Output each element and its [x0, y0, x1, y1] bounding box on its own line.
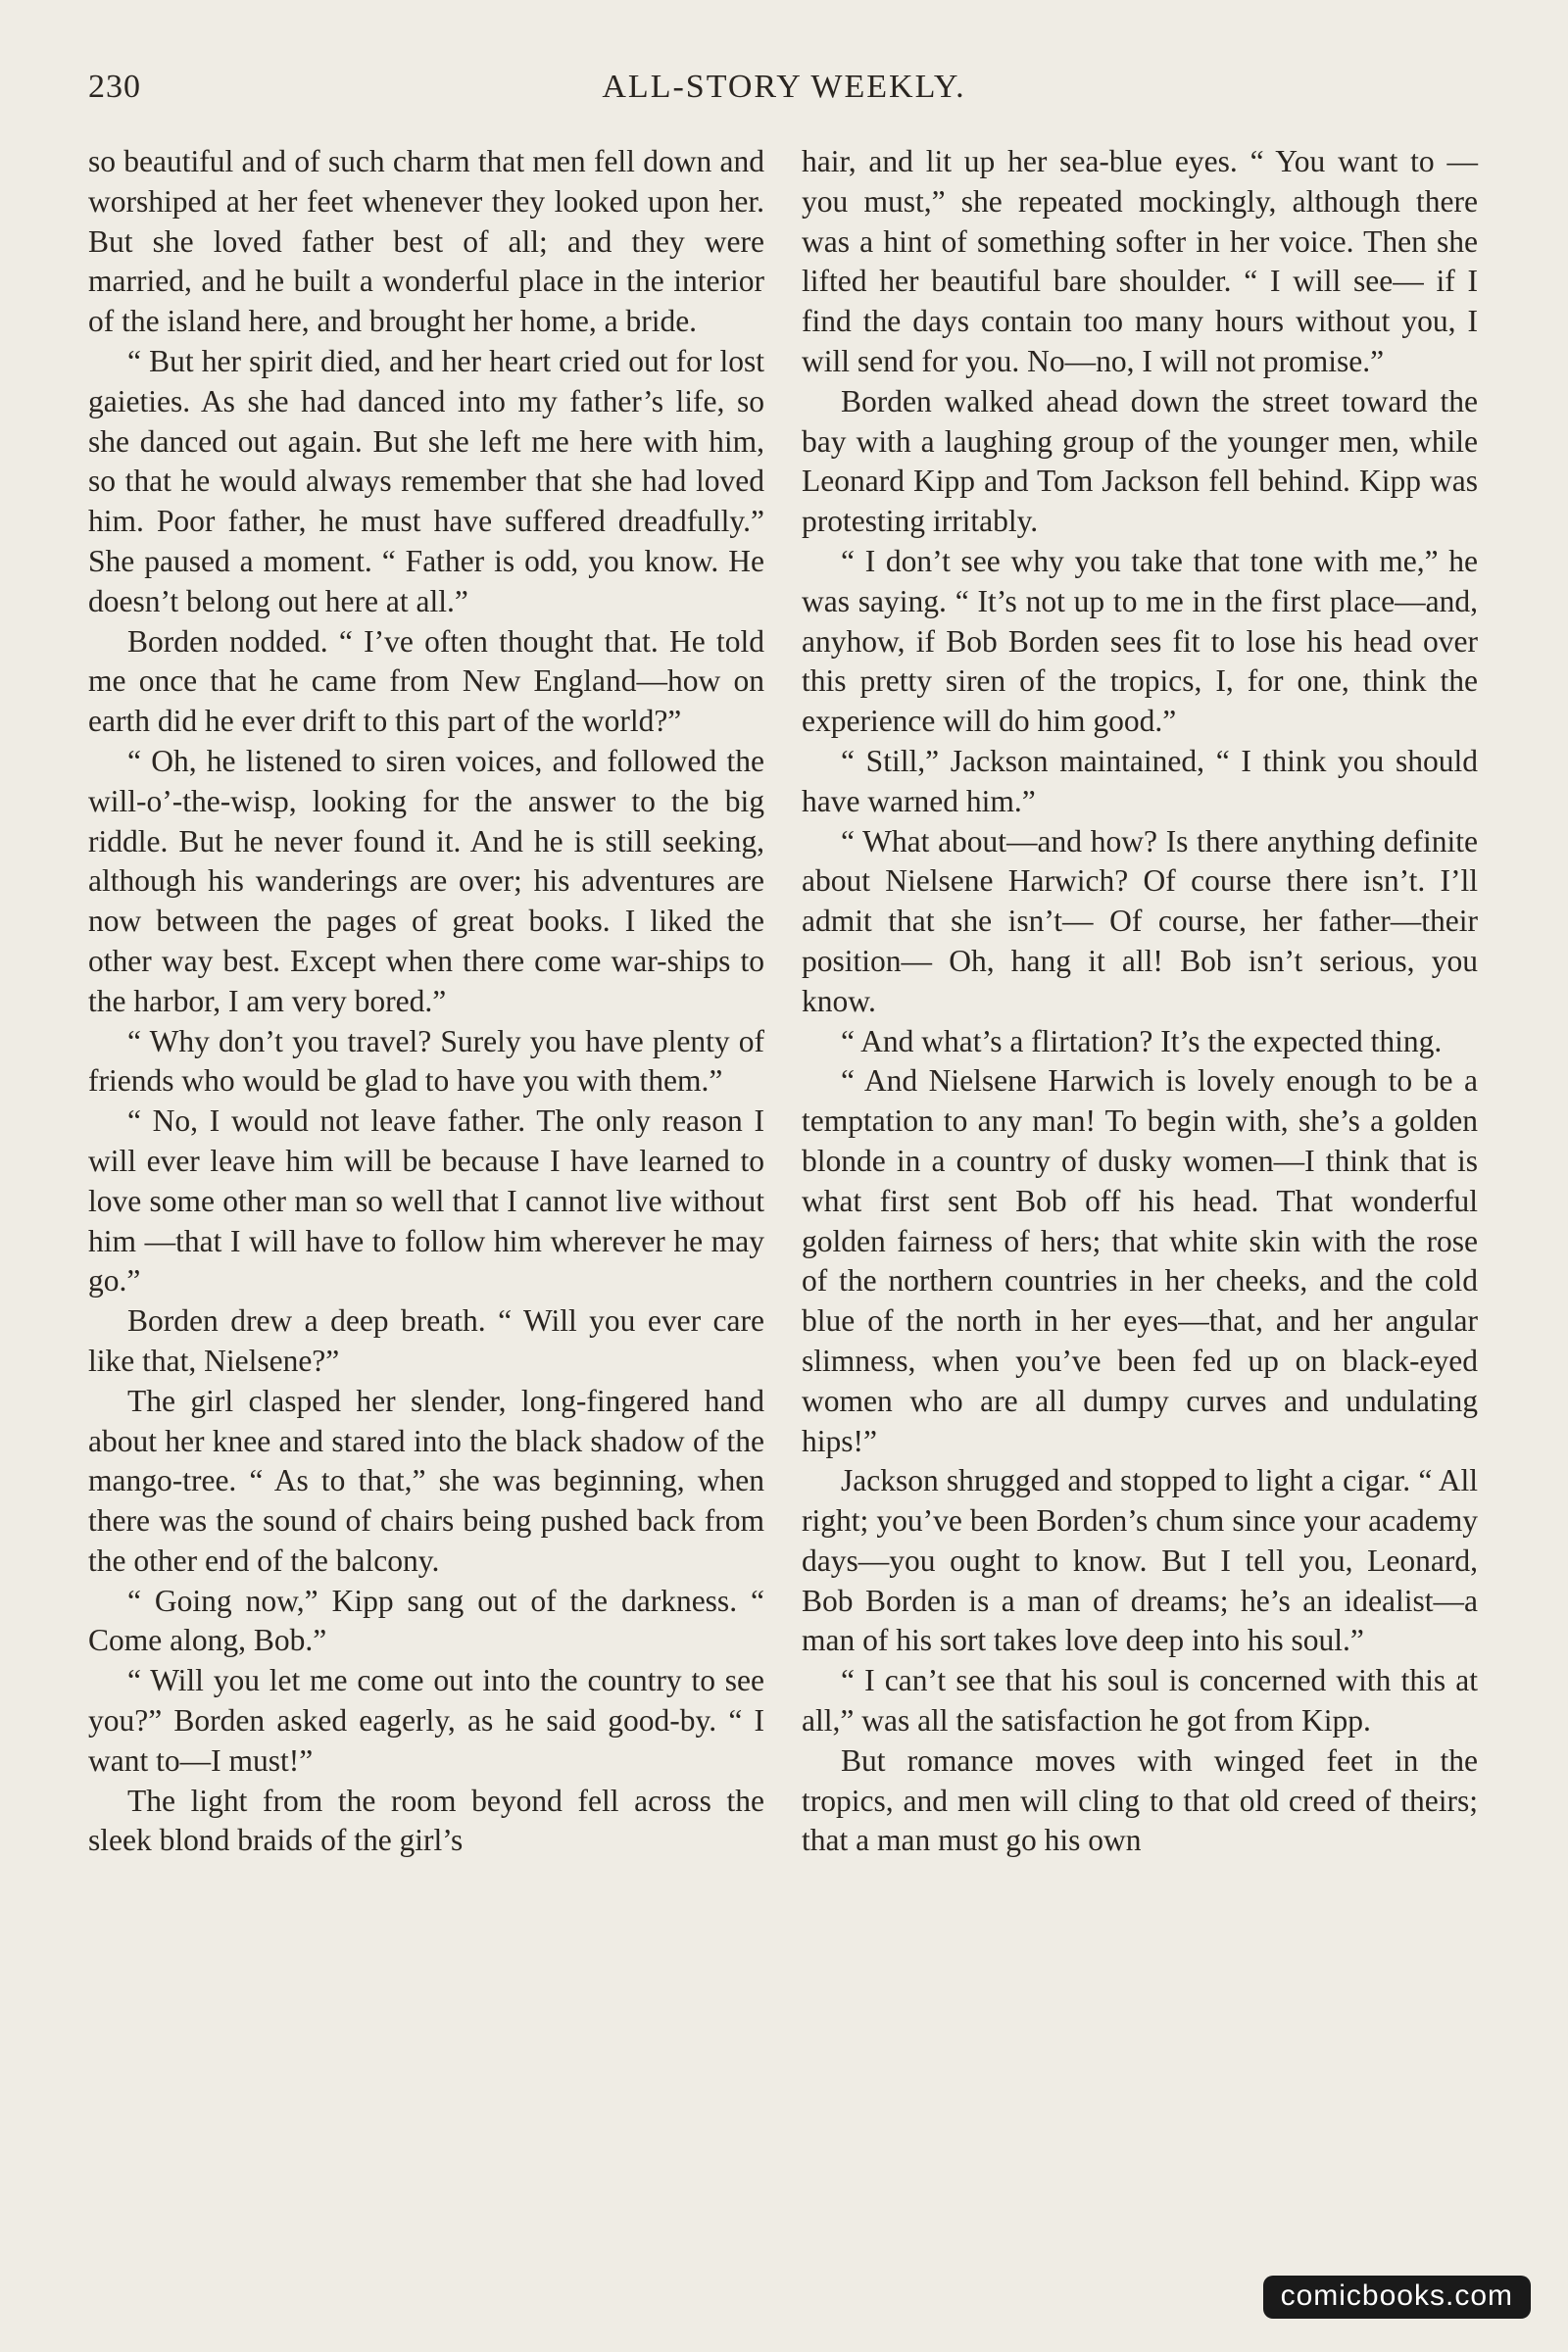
- paragraph: But romance moves with winged feet in the tropics, and men will cling to that old creed of theirs; that a man must go his own: [802, 1742, 1478, 1858]
- paragraph: “ I don’t see why you take that tone with me,” he was saying. “ It’s not up to me in the first place—and, anyhow, if Bob Borden sees fit to lose his head over this pretty siren of the tropics, I, for one, think the experience will do him good.”: [802, 543, 1478, 739]
- left-column: [88, 142, 764, 1861]
- page-header: [88, 69, 1480, 118]
- paragraph: “ Will you let me come out into the country to see you?” Borden asked eagerly, as he said good-by. “ I want to—I must!”: [88, 1663, 764, 1778]
- paragraph: “ What about—and how? Is there anything definite about Nielsene Harwich? Of course there isn’t. I’ll admit that she isn’t— Of course, her father—their position— Oh, hang it all! Bob isn’t serious, you know.: [802, 823, 1478, 1018]
- paragraph: “ No, I would not leave father. The only reason I will ever leave him will be because I have learned to love some other man so well that I cannot live without him —that I will have to follow him wherever he may go.”: [88, 1103, 764, 1298]
- paragraph: Jackson shrugged and stopped to light a cigar. “ All right; you’ve been Borden’s chum since your academy days—you ought to know. But I tell you, Leonard, Bob Borden is a man of dreams; he’s an idealist—a man of his sort takes love deep into his soul.”: [802, 1463, 1478, 1658]
- source-watermark: comicbooks.com: [1263, 2276, 1531, 2319]
- paragraph: hair, and lit up her sea-blue eyes. “ You want to — you must,” she repeated mockingly, although there was a hint of something softer in her voice. Then she lifted her beautiful bare shoulder. “ I will see— if I find the days contain too many hours without you, I will send for you. No—no, I will not promise.”: [802, 144, 1478, 378]
- paragraph: The light from the room beyond fell across the sleek blond braids of the girl’s: [88, 1783, 764, 1858]
- paragraph: “ But her spirit died, and her heart cried out for lost gaieties. As she had danced into my father’s life, so she danced out again. But she left me here with him, so that he would always remember that she had loved him. Poor father, he must have suffered dreadfully.” She paused a moment. “ Father is odd, you know. He doesn’t belong out here at all.”: [88, 343, 764, 618]
- paragraph: “ And what’s a flirtation? It’s the expected thing.: [841, 1023, 1443, 1058]
- right-column: [802, 142, 1478, 1861]
- paragraph: “ Oh, he listened to siren voices, and followed the will-o’-the-wisp, looking for the answer to the big riddle. But he never found it. And he is still seeking, although his wanderings are over; his adventures are now between the pages of great books. I liked the other way best. Except when there come war-ships to the harbor, I am very bored.”: [88, 743, 764, 1018]
- paragraph: Borden nodded. “ I’ve often thought that. He told me once that he came from New England—how on earth did he ever drift to this part of the world?”: [88, 623, 764, 739]
- paragraph: Borden walked ahead down the street toward the bay with a laughing group of the younger men, while Leonard Kipp and Tom Jackson fell behind. Kipp was protesting irritably.: [802, 383, 1478, 539]
- page-number: 230: [88, 69, 141, 105]
- paragraph: “ Why don’t you travel? Surely you have plenty of friends who would be glad to have you with them.”: [88, 1023, 764, 1099]
- magazine-title: ALL-STORY WEEKLY.: [602, 69, 966, 105]
- paragraph: so beautiful and of such charm that men fell down and worshiped at her feet whenever they looked upon her. But she loved father best of all; and they were married, and he built a wonderful place in the interior of the island here, and brought her home, a bride.: [88, 144, 764, 339]
- paragraph: The girl clasped her slender, long-fingered hand about her knee and stared into the black shadow of the mango-tree. “ As to that,” she was beginning, when there was the sound of chairs being pushed back from the other end of the balcony.: [88, 1383, 764, 1578]
- paragraph: Borden drew a deep breath. “ Will you ever care like that, Nielsene?”: [88, 1303, 764, 1378]
- paragraph: “ I can’t see that his soul is concerned with this at all,” was all the satisfaction he got from Kipp.: [802, 1663, 1478, 1739]
- paragraph: “ Still,” Jackson maintained, “ I think you should have warned him.”: [802, 743, 1478, 818]
- paragraph: “ Going now,” Kipp sang out of the darkness. “ Come along, Bob.”: [88, 1583, 764, 1658]
- paragraph: “ And Nielsene Harwich is lovely enough to be a temptation to any man! To begin with, she’s a golden blonde in a country of dusky women—I think that is what first sent Bob off his head. That wonderful golden fairness of hers; that white skin with the rose of the northern countries in her cheeks, and the cold blue of the north in her eyes—that, and her angular slimness, when you’ve been fed up on black-eyed women who are all dumpy curves and undulating hips!”: [802, 1063, 1478, 1458]
